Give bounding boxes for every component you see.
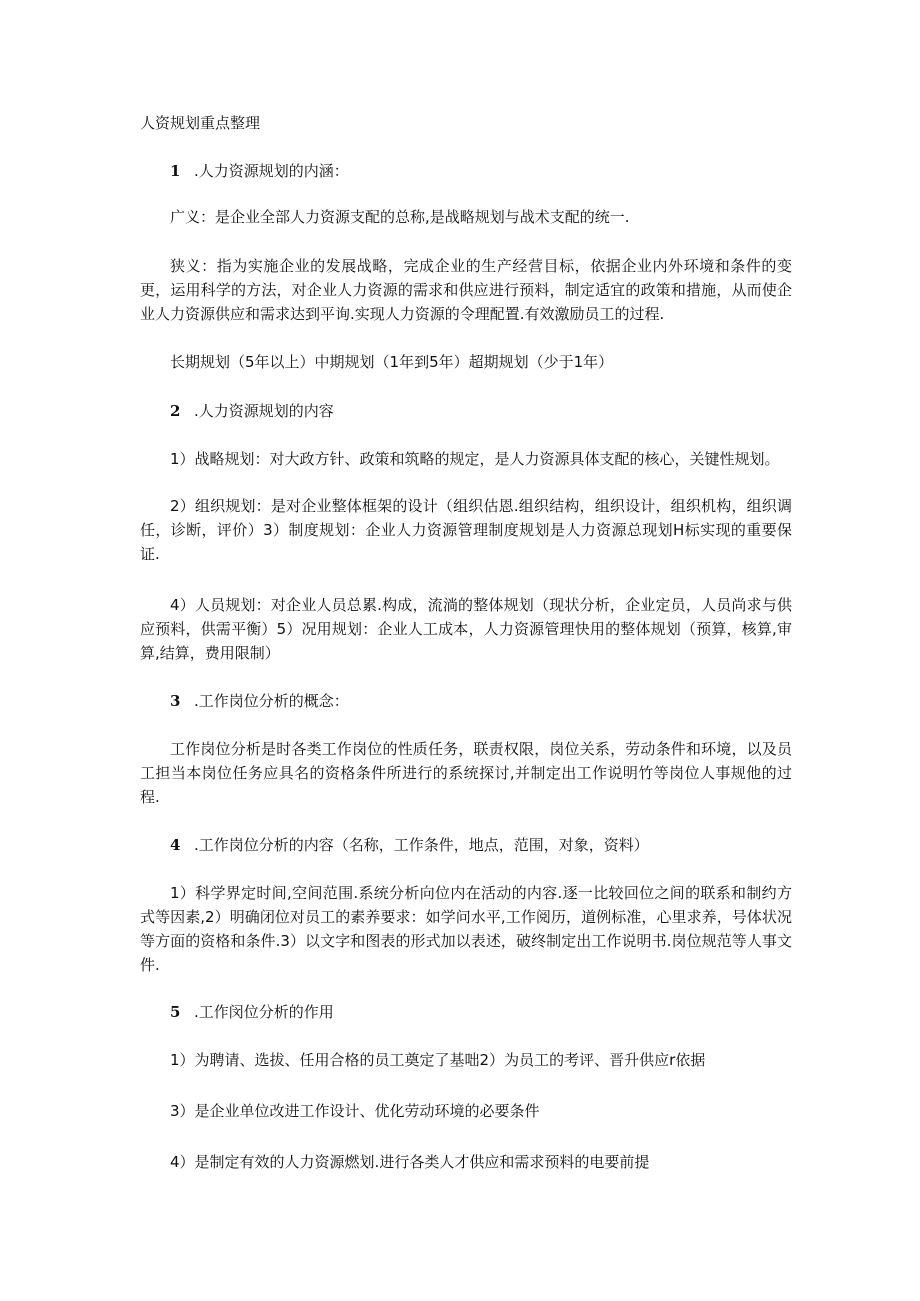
section-title: .工作闵位分析的作用 (194, 1003, 334, 1021)
paragraph-broad-definition: 广义：是企业全部人力资源支配的总称,是战略规划与战术支配的统一. (170, 208, 630, 226)
paragraph-job-analysis-concept: 工作岗位分析是时各类工作岗位的性质任务，联责权限，岗位关系，劳动条件和环境，以及员工担当本岗位任务应具名的资格条件所进行的系统探讨,并制定出工作说明竹等岗位人事规他的过程. (140, 740, 792, 806)
section-title: .工作岗位分析的概念： (194, 692, 349, 710)
section-number: 3 (170, 692, 181, 710)
section-title: .人力资源规划的内容 (194, 402, 334, 420)
section-number: 2 (170, 402, 181, 420)
document-title: 人资规划重点整理 (140, 114, 261, 132)
list-item-use-4: 4）是制定有效的人力资源燃划.进行各类人才供应和需求预料的电要前提 (170, 1153, 650, 1171)
section-heading-5 (170, 1001, 334, 1023)
paragraph-narrow-definition: 狭义：指为实施企业的发展战略，完成企业的生产经营目标，依据企业内外环境和条件的变更，运用科学的方法，对企业人力资源的需求和供应进行预料，制定适宜的政策和措施，从而使企业人力资源供应和需求达到平询.实现人力资源的令理配置.有效激励员工的过程. (140, 257, 792, 323)
list-item-use-1-2: 1）为聘请、选拔、任用合格的员工奠定了基咄2）为员工的考评、晋升供应r依据 (170, 1051, 706, 1069)
section-number: 5 (170, 1003, 181, 1021)
paragraph-planning-terms: 长期规划（5年以上）中期规划（1年到5年）超期规划（少于1年） (170, 353, 614, 371)
list-item-use-3: 3）是企业单位改进工作设计、优化劳动环境的必要条件 (170, 1102, 540, 1120)
section-title: .人力资源规划的内涵： (194, 162, 349, 180)
section-number: 4 (170, 836, 181, 854)
section-heading-3 (170, 690, 349, 712)
section-heading-4 (170, 834, 649, 856)
section-heading-1 (170, 160, 349, 182)
paragraph-organization-planning: 2）组织规划：是对企业整体框架的设计（组织估恩.组织结构，组织设计，组织机构，组织调任，诊断，评价）3）制度规划：企业人力资源管理制度规划是人力资源总现划H标实现的重要保证. (140, 497, 792, 563)
paragraph-staff-planning: 4）人员规划：对企业人员总累.构成，流淌的整体规划（现状分析，企业定员，人员尚求与供应预料，供需平衡）5）况用规划：企业人工成本，人力资源管理快用的整体规划（预算，核算,审算,结算，费用限制） (140, 596, 792, 662)
section-number: 1 (170, 162, 181, 180)
section-title: .工作岗位分析的内容（名称，工作条件，地点，范围，对象，资料） (194, 836, 649, 854)
section-heading-2 (170, 400, 334, 422)
paragraph-job-analysis-content: 1）科学界定时间,空间范围.系统分析向位内在活动的内容.逐一比较回位之间的联系和制约方式等因素,2）明确闭位对员工的素养要求：如学问水平,工作阅历，道例标准，心里求养，号体状况等方面的资格和条件.3）以文字和图表的形式加以表述，破终制定出工作说明书.岗位规范等人事文件. (140, 884, 792, 974)
paragraph-strategy-planning: 1）战略规划：对大政方针、政策和筑略的规定，是人力资源具体支配的核心，关键性规划。 (170, 450, 780, 468)
